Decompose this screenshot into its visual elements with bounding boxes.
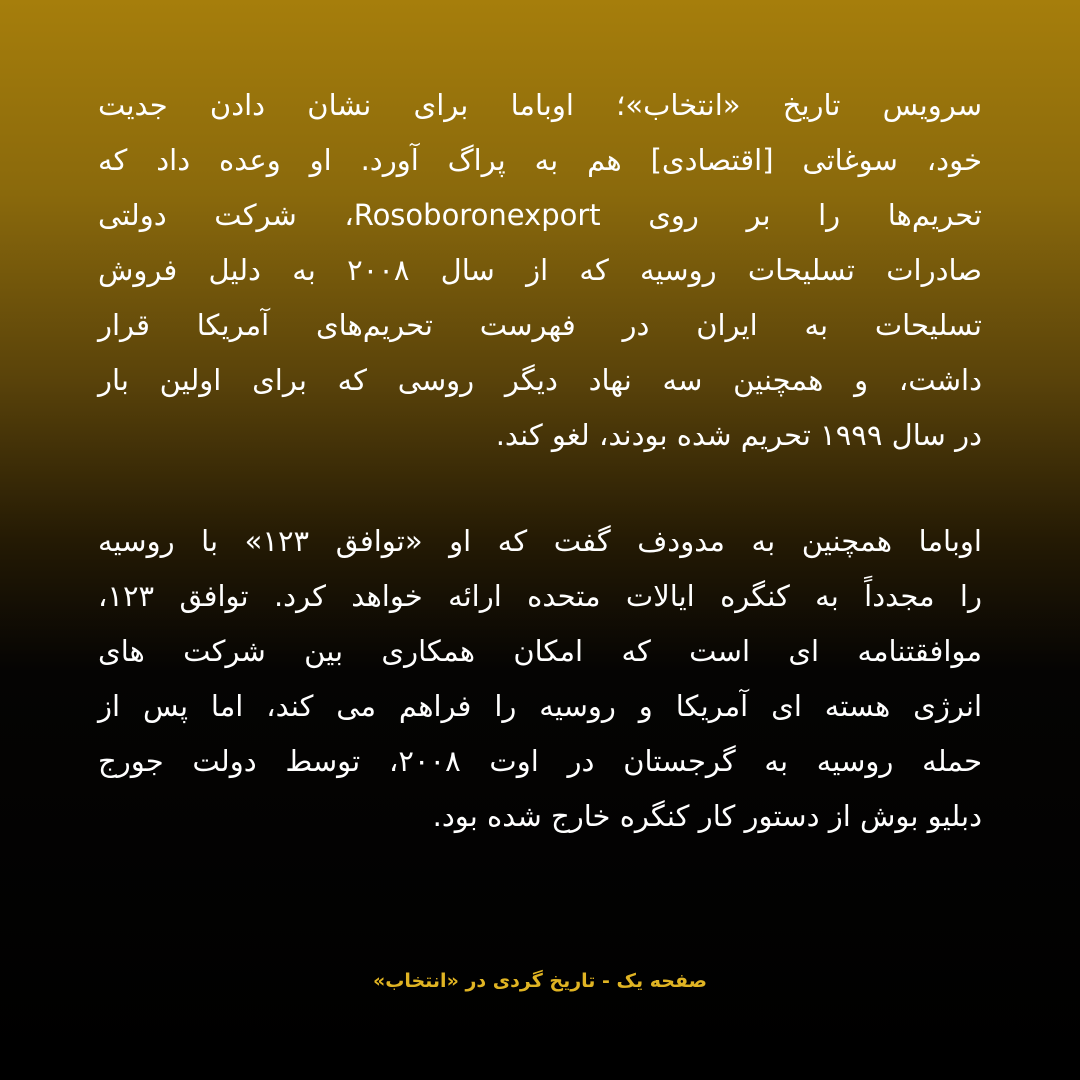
- paragraph-1: [98, 78, 982, 463]
- text-line: را مجدداً به کنگره ایالات متحده ارائه خواهد کرد. توافق ۱۲۳،: [98, 579, 982, 613]
- text-line: صادرات تسلیحات روسیه که از سال ۲۰۰۸ به دلیل فروش: [98, 253, 982, 287]
- text-line: سرویس تاریخ «انتخاب»؛ اوباما برای نشان دادن جدیت: [98, 88, 982, 122]
- text-line: تحریم‌ها را بر روی Rosoboronexport، شرکت دولتی: [98, 198, 982, 232]
- text-line: در سال ۱۹۹۹ تحریم شده بودند، لغو کند.: [495, 418, 982, 452]
- text-line: موافقتنامه ای است که امکان همکاری بین شرکت های: [98, 634, 982, 668]
- text-line: خود، سوغاتی [اقتصادی] هم به پراگ آورد. او وعده داد که: [98, 143, 982, 177]
- text-line: داشت، و همچنین سه نهاد دیگر روسی که برای اولین بار: [98, 363, 982, 397]
- footer-caption: صفحه یک - تاریخ گردی در «انتخاب»: [372, 970, 708, 992]
- text-line: حمله روسیه به گرجستان در اوت ۲۰۰۸، توسط دولت جورج: [98, 744, 982, 778]
- paragraph-2: [98, 514, 982, 844]
- text-line: اوباما همچنین به مدودف گفت که او «توافق ۱۲۳» با روسیه: [98, 524, 982, 558]
- text-line: دبلیو بوش از دستور کار کنگره خارج شده بود.: [432, 799, 982, 833]
- text-line: انرژی هسته ای آمریکا و روسیه را فراهم می کند، اما پس از: [98, 689, 982, 723]
- text-line: تسلیحات به ایران در فهرست تحریم‌های آمریکا قرار: [98, 308, 982, 342]
